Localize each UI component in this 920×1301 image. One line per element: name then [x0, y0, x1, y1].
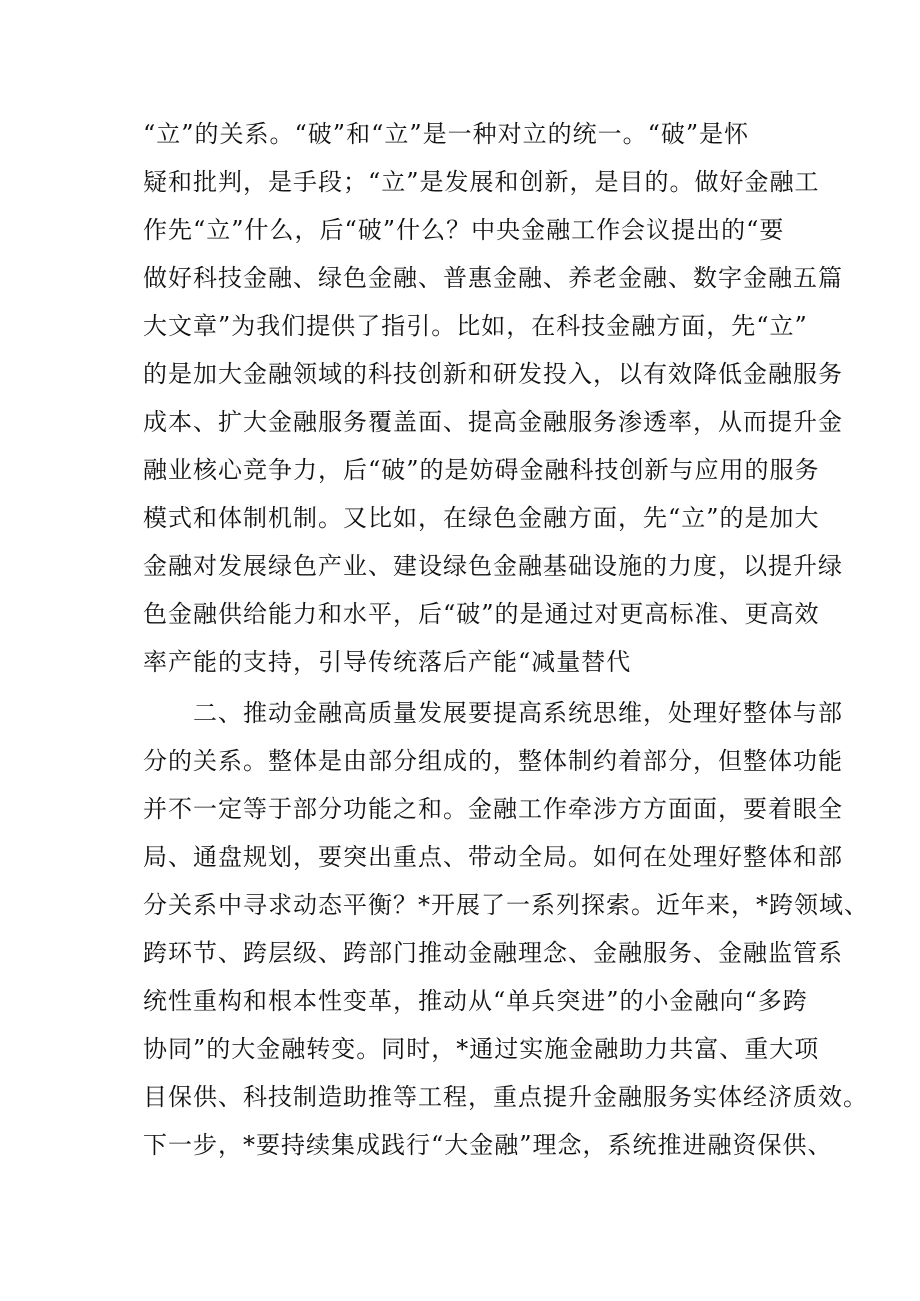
paragraph-line: 跨环节、跨层级、跨部门推动金融理念、金融服务、金融监管系	[143, 939, 843, 967]
paragraph-line: 分的关系。整体是由部分组成的，整体制约着部分，但整体功能	[143, 747, 843, 775]
paragraph-line: 疑和批判，是手段；“立”是发展和创新，是目的。做好金融工	[143, 168, 820, 196]
paragraph-line: 大文章”为我们提供了指引。比如，在科技金融方面，先“立”	[143, 312, 808, 340]
paragraph-line: 并不一定等于部分功能之和。金融工作牵涉方方面面，要着眼全	[143, 795, 843, 823]
paragraph-line: 下一步，*要持续集成践行“大金融”理念，系统推进融资保供、	[143, 1131, 833, 1159]
paragraph-line: 率产能的支持，引导传统落后产能“减量替代	[143, 648, 632, 676]
paragraph-line: 作先“立”什么，后“破”什么？中央金融工作会议提出的“要	[143, 216, 785, 244]
paragraph-line: 色金融供给能力和水平，后“破”的是通过对更高标准、更高效	[143, 600, 820, 628]
paragraph-1	[143, 110, 843, 686]
paragraph-line: 二、推动金融高质量发展要提高系统思维，处理好整体与部	[143, 699, 843, 727]
paragraph-line: 协同”的大金融转变。同时，*通过实施金融助力共富、重大项	[143, 1035, 820, 1063]
paragraph-2	[143, 689, 869, 1169]
paragraph-line: 成本、扩大金融服务覆盖面、提高金融服务渗透率，从而提升金	[143, 408, 843, 436]
paragraph-line: 金融对发展绿色产业、建设绿色金融基础设施的力度，以提升绿	[143, 552, 843, 580]
paragraph-line: 分关系中寻求动态平衡？*开展了一系列探索。近年来，*跨领域、	[143, 891, 869, 919]
paragraph-line: 的是加大金融领域的科技创新和研发投入，以有效降低金融服务	[143, 360, 843, 388]
paragraph-line: 做好科技金融、绿色金融、普惠金融、养老金融、数字金融五篇	[143, 264, 843, 292]
paragraph-line: 统性重构和根本性变革，推动从“单兵突进”的小金融向“多跨	[143, 987, 808, 1015]
paragraph-line: 融业核心竞争力，后“破”的是妨碍金融科技创新与应用的服务	[143, 456, 820, 484]
paragraph-line: 局、通盘规划，要突出重点、带动全局。如何在处理好整体和部	[143, 843, 843, 871]
paragraph-line: 目保供、科技制造助推等工程，重点提升金融服务实体经济质效。	[143, 1083, 868, 1111]
paragraph-line: “立”的关系。“破”和“立”是一种对立的统一。“破”是怀	[143, 120, 750, 148]
paragraph-line: 模式和体制机制。又比如，在绿色金融方面，先“立”的是加大	[143, 504, 820, 532]
